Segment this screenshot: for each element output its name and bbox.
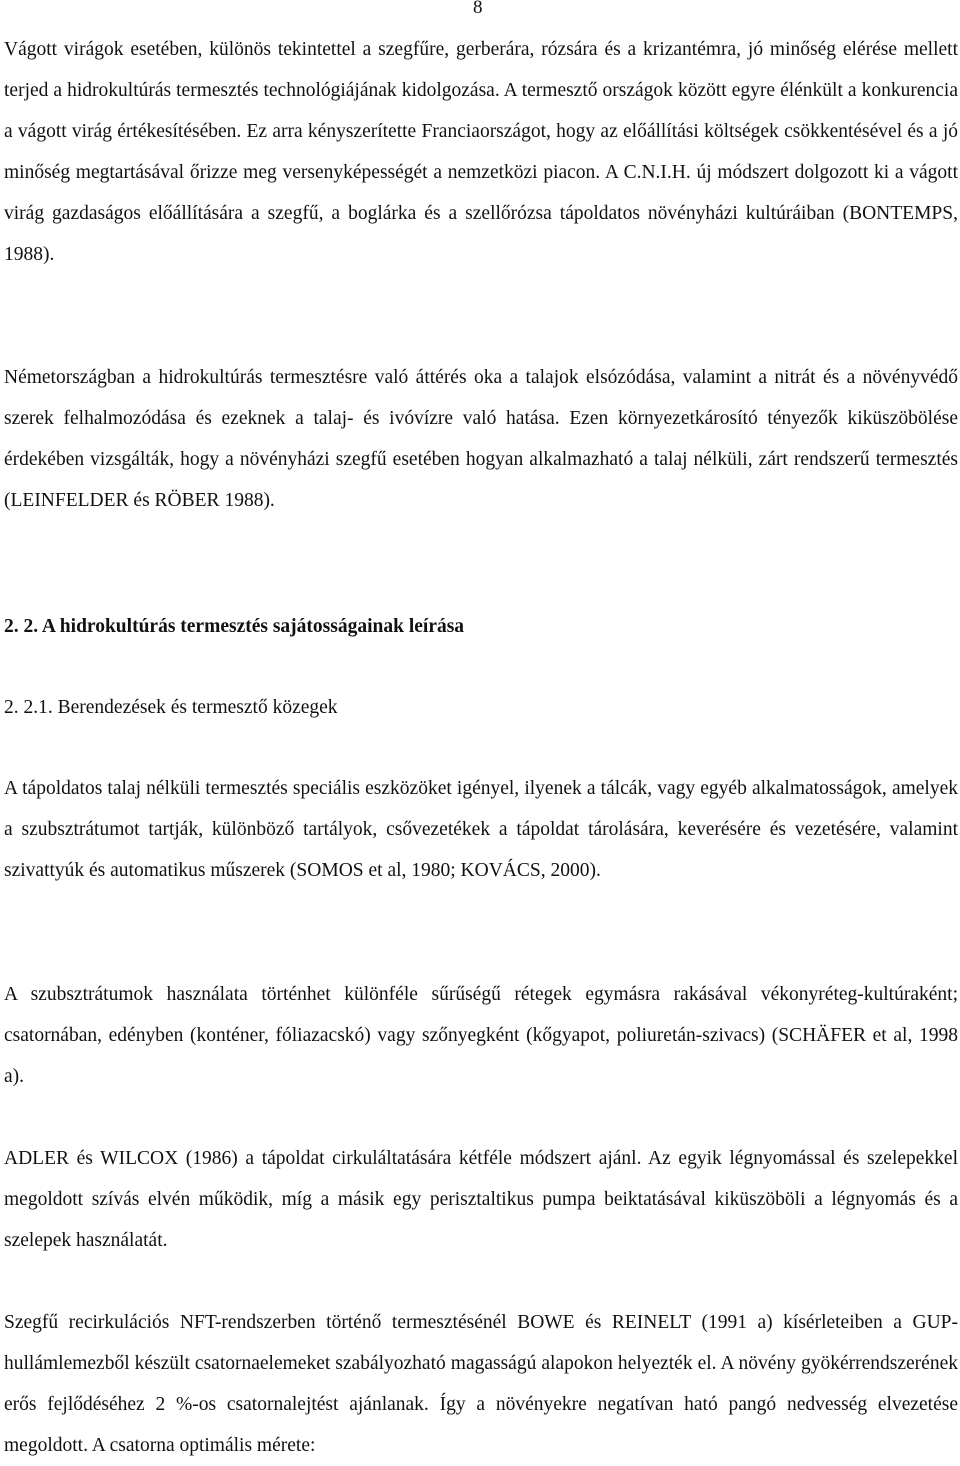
paragraph-equipment: A tápoldatos talaj nélküli termesztés speciális eszközöket igényel, ilyenek a tálcák, vagy egyéb alkalmatosságok, amelyek a szubsztrátumot tartják, különböző tartályok, csővezetékek a tápoldat tárolására, keverésére és vezetésére, valamint szivattyúk és automatikus műszerek (SOMOS et al, 1980; KOVÁCS, 2000).: [4, 778, 958, 881]
page-number: 8: [473, 0, 483, 18]
paragraph-nft-system: Szegfű recirkulációs NFT-rendszerben történő termesztésénél BOWE és REINELT (1991 a) kísérleteiben a GUP-hullámlemezből készült csatornaelemeket szabályozható magasságú alapokon helyezték el. A növény gyökérrendszerének erős fejlődéséhez 2 %-os csatornalejtést ajánlanak. Így a növényekre negatívan ható pangó nedvesség elvezetése megoldott. A csatorna optimális mérete:: [4, 1312, 958, 1456]
paragraph-circulation: ADLER és WILCOX (1986) a tápoldat cirkuláltatására kétféle módszert ajánl. Az egyik légnyomással és szelepekkel megoldott szívás elvén működik, míg a másik egy perisztaltikus pumpa beiktatásával kiküszöböli a légnyomás és a szelepek használatát.: [4, 1148, 958, 1251]
paragraph-germany: Németországban a hidrokultúrás termesztésre való áttérés oka a talajok elsózódása, valamint a nitrát és a növényvédő szerek felhalmozódása és ezeknek a talaj- és ivóvízre való hatása. Ezen környezetkárosító tényezők kiküszöbölése érdekében vizsgálták, hogy a növényházi szegfű esetében hogyan alkalmazható a talaj nélküli, zárt rendszerű termesztés (LEINFELDER és RÖBER 1988).: [4, 367, 958, 511]
paragraph-substrates: A szubsztrátumok használata történhet különféle sűrűségű rétegek egymásra rakásával vékonyréteg-kultúraként; csatornában, edényben (konténer, fóliazacskó) vagy szőnyegként (kőgyapot, poliuretán-szivacs) (SCHÄFER et al, 1998 a).: [4, 984, 958, 1087]
subsection-heading: 2. 2.1. Berendezések és termesztő közegek: [4, 697, 338, 718]
section-heading: 2. 2. A hidrokultúrás termesztés sajátosságainak leírása: [4, 616, 465, 637]
paragraph-cut-flowers: Vágott virágok esetében, különös tekintettel a szegfűre, gerberára, rózsára és a krizantémra, jó minőség elérése mellett terjed a hidrokultúrás termesztés technológiájának kidolgozása. A termesztő országok között egyre élénkült a konkurencia a vágott virág értékesítésében. Ez arra kényszerítette Franciaországot, hogy az előállítási költségek csökkentésével és a jó minőség megtartásával őrizze meg versenyképességét a nemzetközi piacon. A C.N.I.H. új módszert dolgozott ki a vágott virág gazdaságos előállítására a szegfű, a boglárka és a szellőrózsa tápoldatos növényházi kultúráiban (BONTEMPS, 1988).: [4, 39, 958, 265]
